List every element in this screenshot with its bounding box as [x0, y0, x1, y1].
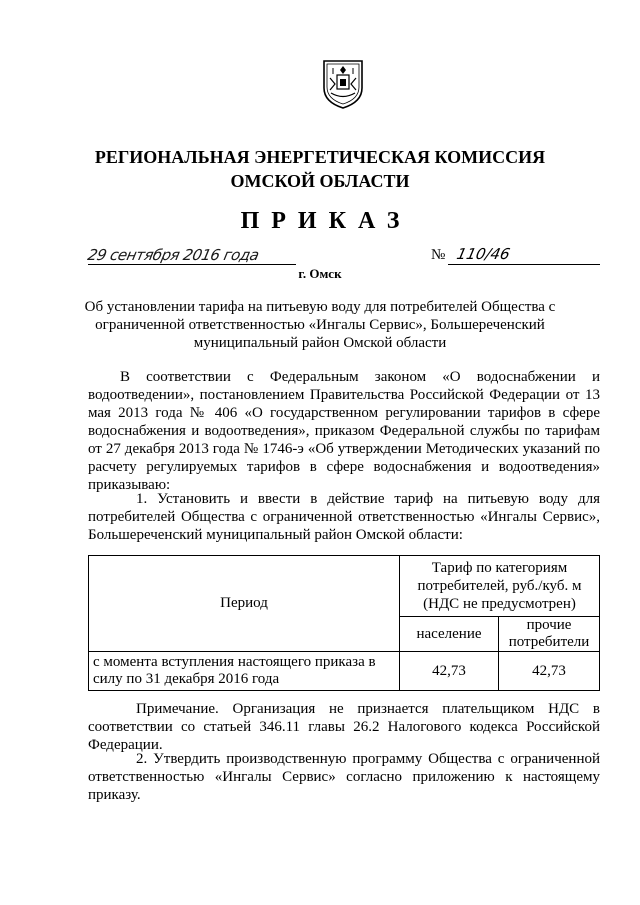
organization-name-line2: ОМСКОЙ ОБЛАСТИ: [230, 171, 410, 191]
date-underline: [88, 264, 296, 265]
table-header-tariff: Тариф по категориям потребителей, руб./куб. м (НДС не предусмотрен): [400, 556, 600, 617]
table-header-population: население: [400, 617, 499, 652]
number-label: №: [431, 247, 446, 263]
document-title: ПРИКАЗ: [240, 208, 412, 234]
handwritten-number: 110/46: [455, 245, 512, 263]
table-header-period: Период: [89, 556, 400, 652]
handwritten-date: 29 сентября 2016 года: [86, 246, 261, 264]
clause-1-paragraph: 1. Установить и ввести в действие тариф на питьевую воду для потребителей Общества с ограниченной ответственностью «Ингалы Сервис», Большереченский муниципальный район Омской области:: [88, 491, 600, 543]
table-header-other: прочие потребители: [499, 617, 600, 652]
table-cell-other: 42,73: [499, 652, 600, 691]
table-cell-population: 42,73: [400, 652, 499, 691]
table-cell-period: с момента вступления настоящего приказа в силу по 31 декабря 2016 года: [89, 652, 400, 691]
preamble-paragraph: В соответствии с Федеральным законом «О водоснабжении и водоотведении», постановлением Правительства Российской Федерации от 13 мая 2013 года № 406 «О государственном регулировании тарифов в сфере водоснабжения и водоотведения», приказом Федеральной службы по тарифам от 27 декабря 2013 года № 1746-э «Об утверждении Методических указаний по расчету регулируемых тарифов в сфере водоснабжения и водоотведения» приказываю:: [88, 369, 600, 493]
note-paragraph: Примечание. Организация не признается плательщиком НДС в соответствии со статьей 346.11 главы 26.2 Налогового кодекса Российской Федерации.: [88, 701, 600, 753]
city-label: г. Омск: [298, 266, 342, 281]
table-row: [89, 652, 600, 691]
tariff-table: [88, 555, 600, 691]
organization-name-line1: РЕГИОНАЛЬНАЯ ЭНЕРГЕТИЧЕСКАЯ КОМИССИЯ: [94, 147, 546, 167]
coat-of-arms-emblem: [321, 58, 365, 110]
order-subject: Об установлении тарифа на питьевую воду для потребителей Общества с ограниченной ответственностью «Ингалы Сервис», Большереченский муниципальный район Омской области: [84, 299, 556, 351]
clause-2-paragraph: 2. Утвердить производственную программу Общества с ограниченной ответственностью «Ингалы Сервис» согласно приложению к настоящему приказу.: [88, 751, 600, 803]
number-underline: [448, 264, 600, 265]
